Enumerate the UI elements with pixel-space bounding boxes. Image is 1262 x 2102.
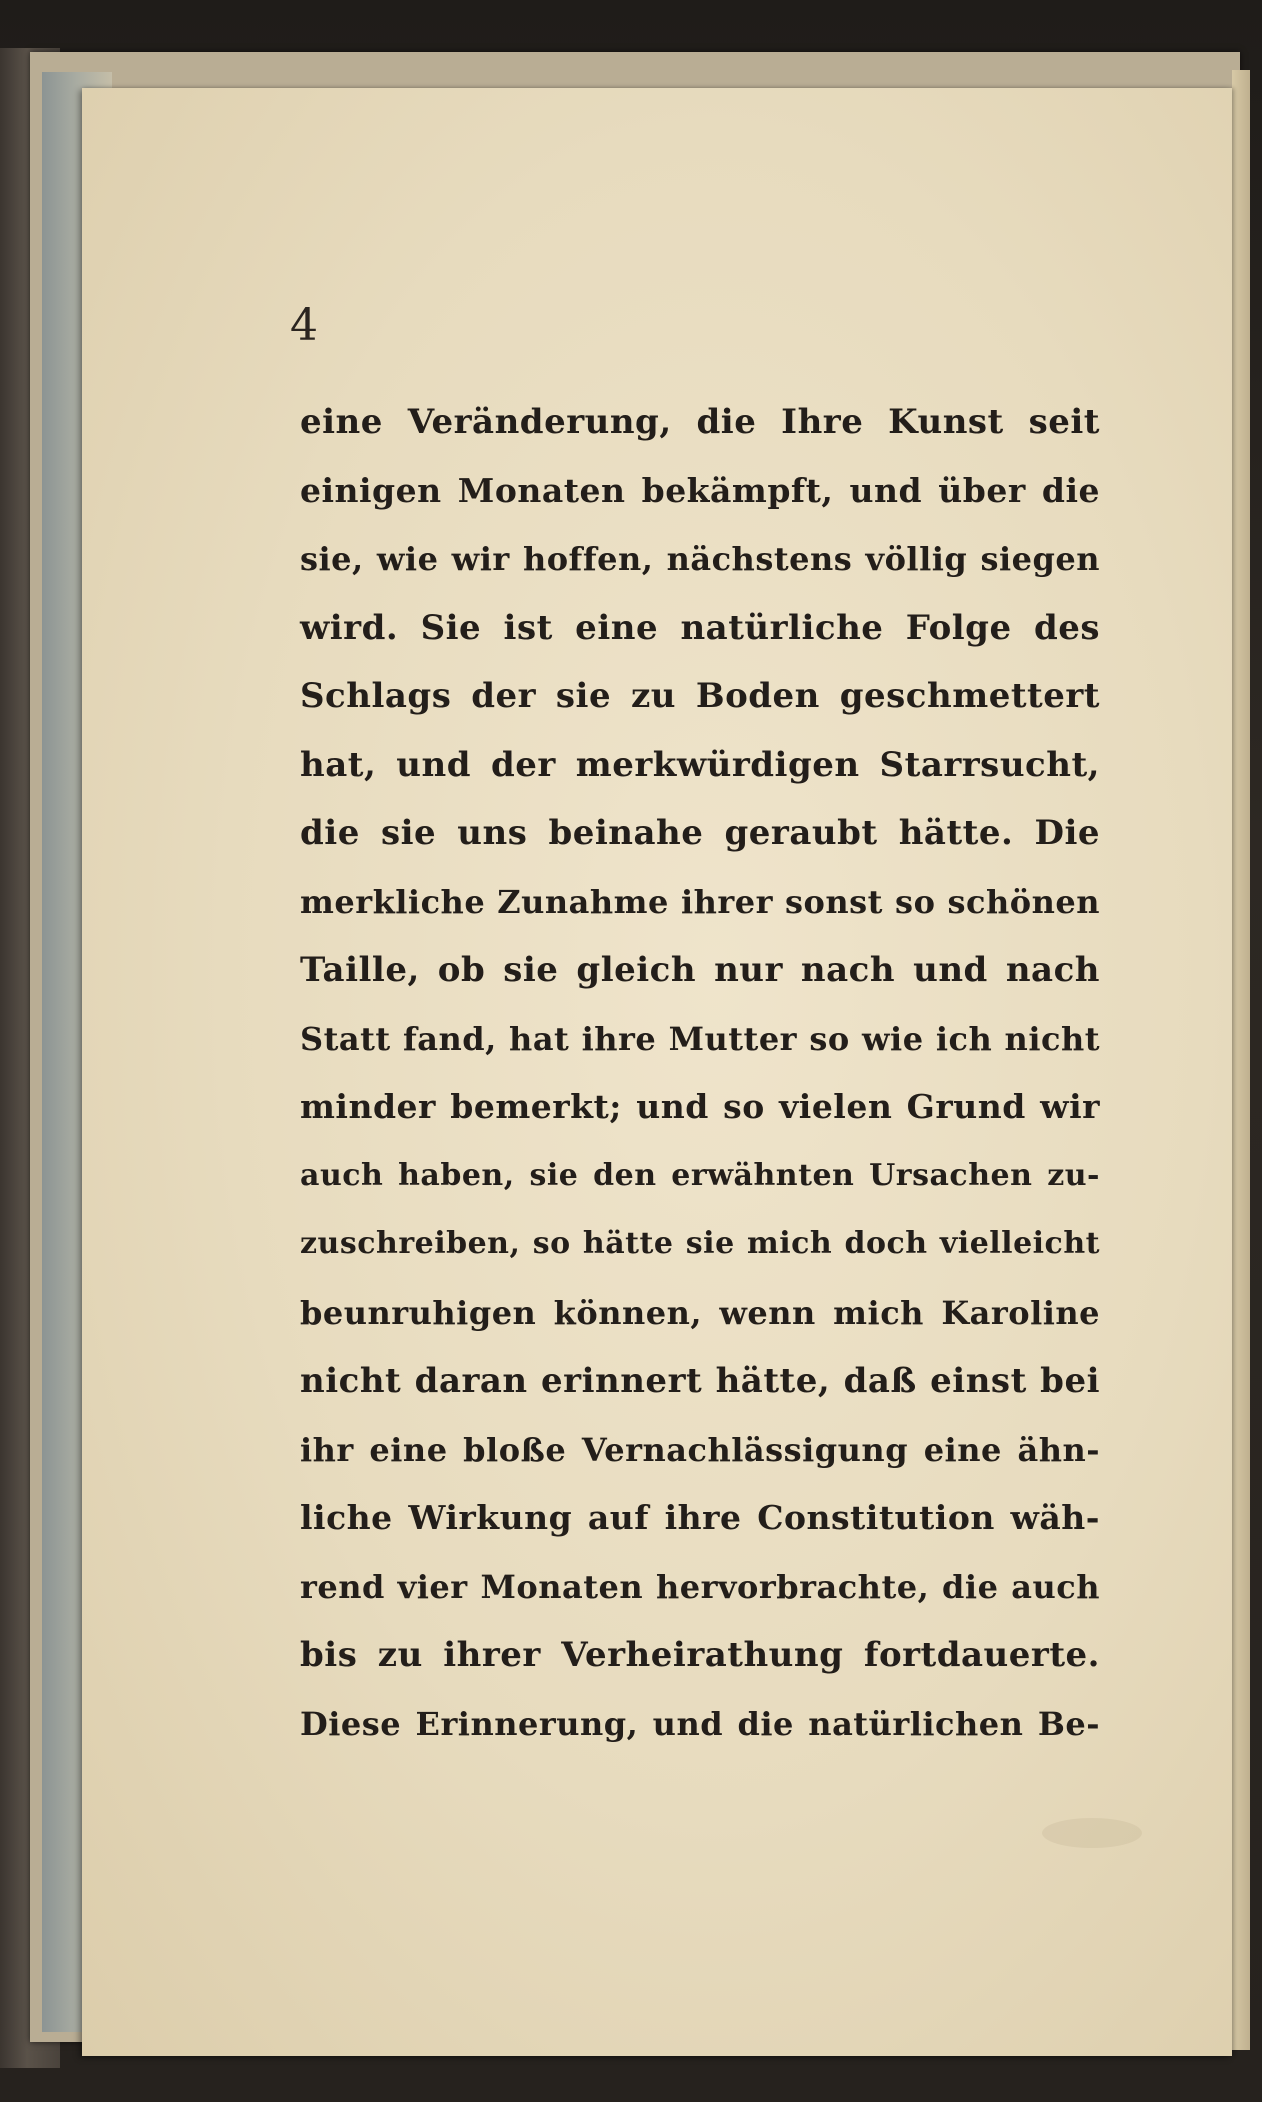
text-line: auch haben, sie den erwähnten Ursachen zu- bbox=[300, 1157, 1100, 1193]
text-line: rend vier Monaten hervorbrachte, die auch bbox=[300, 1567, 1100, 1606]
text-line: hat, und der merkwürdigen Starrsucht, bbox=[300, 744, 1100, 785]
text-line: liche Wirkung auf ihre Constitution wäh- bbox=[300, 1498, 1100, 1537]
text-line: minder bemerkt; und so vielen Grund wir bbox=[300, 1087, 1100, 1126]
page-number: 4 bbox=[290, 300, 318, 351]
text-line: merkliche Zunahme ihrer sonst so schönen bbox=[300, 882, 1100, 921]
text-line: sie, wie wir hoffen, nächstens völlig siegen bbox=[300, 540, 1100, 578]
page-edges bbox=[1232, 70, 1250, 2050]
text-line: nicht daran erinnert hätte, daß einst bei bbox=[300, 1361, 1100, 1401]
text-line: beunruhigen können, wenn mich Karoline bbox=[300, 1293, 1100, 1332]
text-line: Statt fand, hat ihre Mutter so wie ich nicht bbox=[300, 1019, 1100, 1058]
text-line: wird. Sie ist eine natürliche Folge des bbox=[300, 607, 1100, 648]
paper-stain bbox=[1042, 1818, 1142, 1848]
text-line: einigen Monaten bekämpft, und über die bbox=[300, 470, 1100, 510]
page-text bbox=[300, 388, 1100, 1758]
text-line: die sie uns beinahe geraubt hätte. Die bbox=[300, 813, 1100, 853]
text-line: Diese Erinnerung, und die natürlichen Be- bbox=[300, 1704, 1100, 1743]
text-line: Taille, ob sie gleich nur nach und nach bbox=[300, 950, 1100, 990]
text-line: Schlags der sie zu Boden geschmettert bbox=[300, 676, 1100, 716]
text-line: bis zu ihrer Verheirathung fortdauerte. bbox=[300, 1635, 1100, 1675]
text-line: eine Veränderung, die Ihre Kunst seit bbox=[300, 402, 1100, 442]
text-line: ihr eine bloße Vernachlässigung eine ähn- bbox=[300, 1430, 1100, 1469]
text-line: zuschreiben, so hätte sie mich doch vielleicht bbox=[300, 1226, 1100, 1261]
